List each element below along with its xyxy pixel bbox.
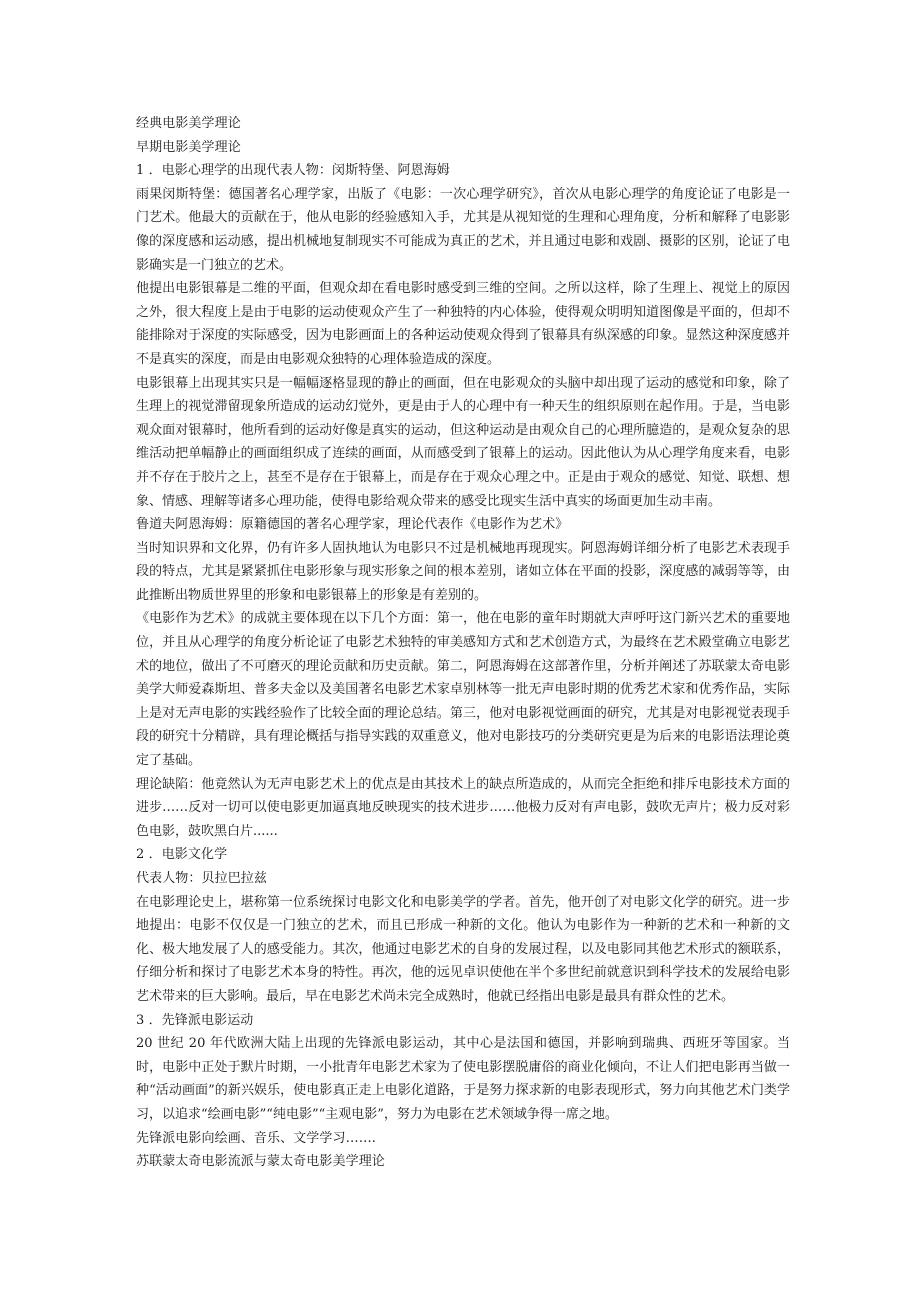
paragraph-balazs: 在电影理论史上，堪称第一位系统探讨电影文化和电影美学的学者。首先，他开创了对电影文化学的研究。进一步地提出：电影不仅仅是一门独立的艺术，而且已形成一种新的文化。他认为电影作为一种新的艺术和一种新的文化、极大地发展了人的感受能力。其次，他通过电影艺术的自身的发展过程，以及电影同其他艺术形式的额联系，仔细分析和探讨了电影艺术本身的特性。再次，他的远见卓识使他在半个多世纪前就意识到科学技术的发展给电影艺术带来的巨大影响。最后，早在电影艺术尚未完全成熟时，他就已经指出电影是最具有群众性的艺术。 <box>136 894 790 1004</box>
paragraph-film-as-art: 《电影作为艺术》的成就主要体现在以下几个方面：第一，他在电影的童年时期就大声呼吁这门新兴艺术的重要地位，并且从心理学的角度分析论证了电影艺术独特的审美感知方式和艺术创造方式，为最终在艺术殿堂确立电影艺术的地位，做出了不可磨灭的理论贡献和历史贡献。第二，阿恩海姆在这部著作里，分析并阐述了苏联蒙太奇电影美学大师爱森斯坦、普多夫金以及美国著名电影艺术家卓别林等一批无声电影时期的优秀艺术家和优秀作品，实际上是对无声电影的实践经验作了比较全面的理论总结。第三，他对电影视觉画面的研究，尤其是对电影视觉表现手段的研究十分精辟，具有理论概括与指导实践的双重意义，他对电影技巧的分类研究更是为后来的电影语法理论奠定了基础。 <box>136 611 790 769</box>
heading-film-psychology: 1 ．电影心理学的出现代表人物：闵斯特堡、阿恩海姆 <box>136 163 450 179</box>
document-page <box>136 112 790 1174</box>
section-heading-early: 早期电影美学理论 <box>136 139 241 155</box>
paragraph-avant-garde-learning: 先锋派电影向绘画、音乐、文学学习……. <box>136 1130 377 1146</box>
paragraph-avant-garde: 20 世纪 20 年代欧洲大陆上出现的先锋派电影运动，其中心是法国和德国，并影响到瑞典、西班牙等国家。当时，电影中正处于默片时期，一小批青年电影艺术家为了使电影摆脱庸俗的商业化倾向，不让人们把电影再当做一种“活动画面”的新兴娱乐，使电影真正走上电影化道路，于是努力探求新的电影表现形式，努力向其他艺术门类学习，以追求“绘画电影”“纯电影”“主观电影”，努力为电影在艺术领域争得一席之地。 <box>136 1036 790 1122</box>
paragraph-depth-perception: 他提出电影银幕是二维的平面，但观众却在看电影时感受到三维的空间。之所以这样，除了生理上、视觉上的原因之外，很大程度上是由于电影的运动使观众产生了一种独特的内心体验，使得观众明明知道图像是平面的，但却不能排除对于深度的实际感受，因为电影画面上的各种运动使观众得到了银幕具有纵深感的印象。显然这种深度感并不是真实的深度，而是由电影观众独特的心理体验造成的深度。 <box>136 281 790 367</box>
paragraph-arnheim-analysis: 当时知识界和文化界，仍有许多人固执地认为电影只不过是机械地再现现实。阿恩海姆详细分析了电影艺术表现手段的特点，尤其是紧紧抓住电影形象与现实形象之间的根本差别，诸如立体在平面的投影，深度感的减弱等等，由此推断出物质世界里的形象和电影银幕上的形象是有差别的。 <box>136 540 790 603</box>
paragraph-motion-perception: 电影银幕上出现其实只是一幅幅逐格显现的静止的画面，但在电影观众的头脑中却出现了运动的感觉和印象，除了生理上的视觉滞留现象所造成的运动幻觉外，更是由于人的心理中有一种天生的组织原则在起作用。于是，当电影观众面对银幕时，他所看到的运动好像是真实的运动，但这种运动是由观众自己的心理所臆造的，是观众复杂的思维活动把单幅静止的画面组织成了连续的画面，从而感受到了银幕上的运动。因此他认为从心理学角度来看，电影并不存在于胶片之上，甚至不是存在于银幕上，而是存在于观众心理之中。正是由于观众的感觉、知觉、联想、想象、情感、理解等诸多心理功能，使得电影给观众带来的感受比现实生活中真实的场面更加生动丰南。 <box>136 375 790 509</box>
heading-avant-garde: 3 ．先锋派电影运动 <box>136 1012 254 1028</box>
document-title: 经典电影美学理论 <box>136 116 241 131</box>
heading-film-culture: 2 ．电影文化学 <box>136 847 228 863</box>
paragraph-soviet-montage: 苏联蒙太奇电影流派与蒙太奇电影美学理论 <box>136 1154 385 1170</box>
representative-balazs: 代表人物：贝拉巴拉兹 <box>136 871 268 886</box>
paragraph-munsterberg: 雨果闵斯特堡：德国著名心理学家，出版了《电影：一次心理学研究》，首次从电影心理学的角度论证了电影是一门艺术。他最大的贡献在于，他从电影的经验感知入手，尤其是从视知觉的生理和心理角度，分析和解释了电影影像的深度感和运动感，提出机械地复制现实不可能成为真正的艺术，并且通过电影和戏剧、摄影的区别，论证了电影确实是一门独立的艺术。 <box>136 186 790 273</box>
paragraph-theory-defects: 理论缺陷：他竟然认为无声电影艺术上的优点是由其技术上的缺点所造成的，从而完全拒绝和排斥电影技术方面的进步……反对一切可以使电影更加逼真地反映现实的技术进步……他极力反对有声电影，鼓吹无声片；极力反对彩色电影，鼓吹黑白片...... <box>136 776 790 839</box>
paragraph-arnheim-intro: 鲁道夫阿恩海姆：原籍德国的著名心理学家，理论代表作《电影作为艺术》 <box>136 517 569 533</box>
